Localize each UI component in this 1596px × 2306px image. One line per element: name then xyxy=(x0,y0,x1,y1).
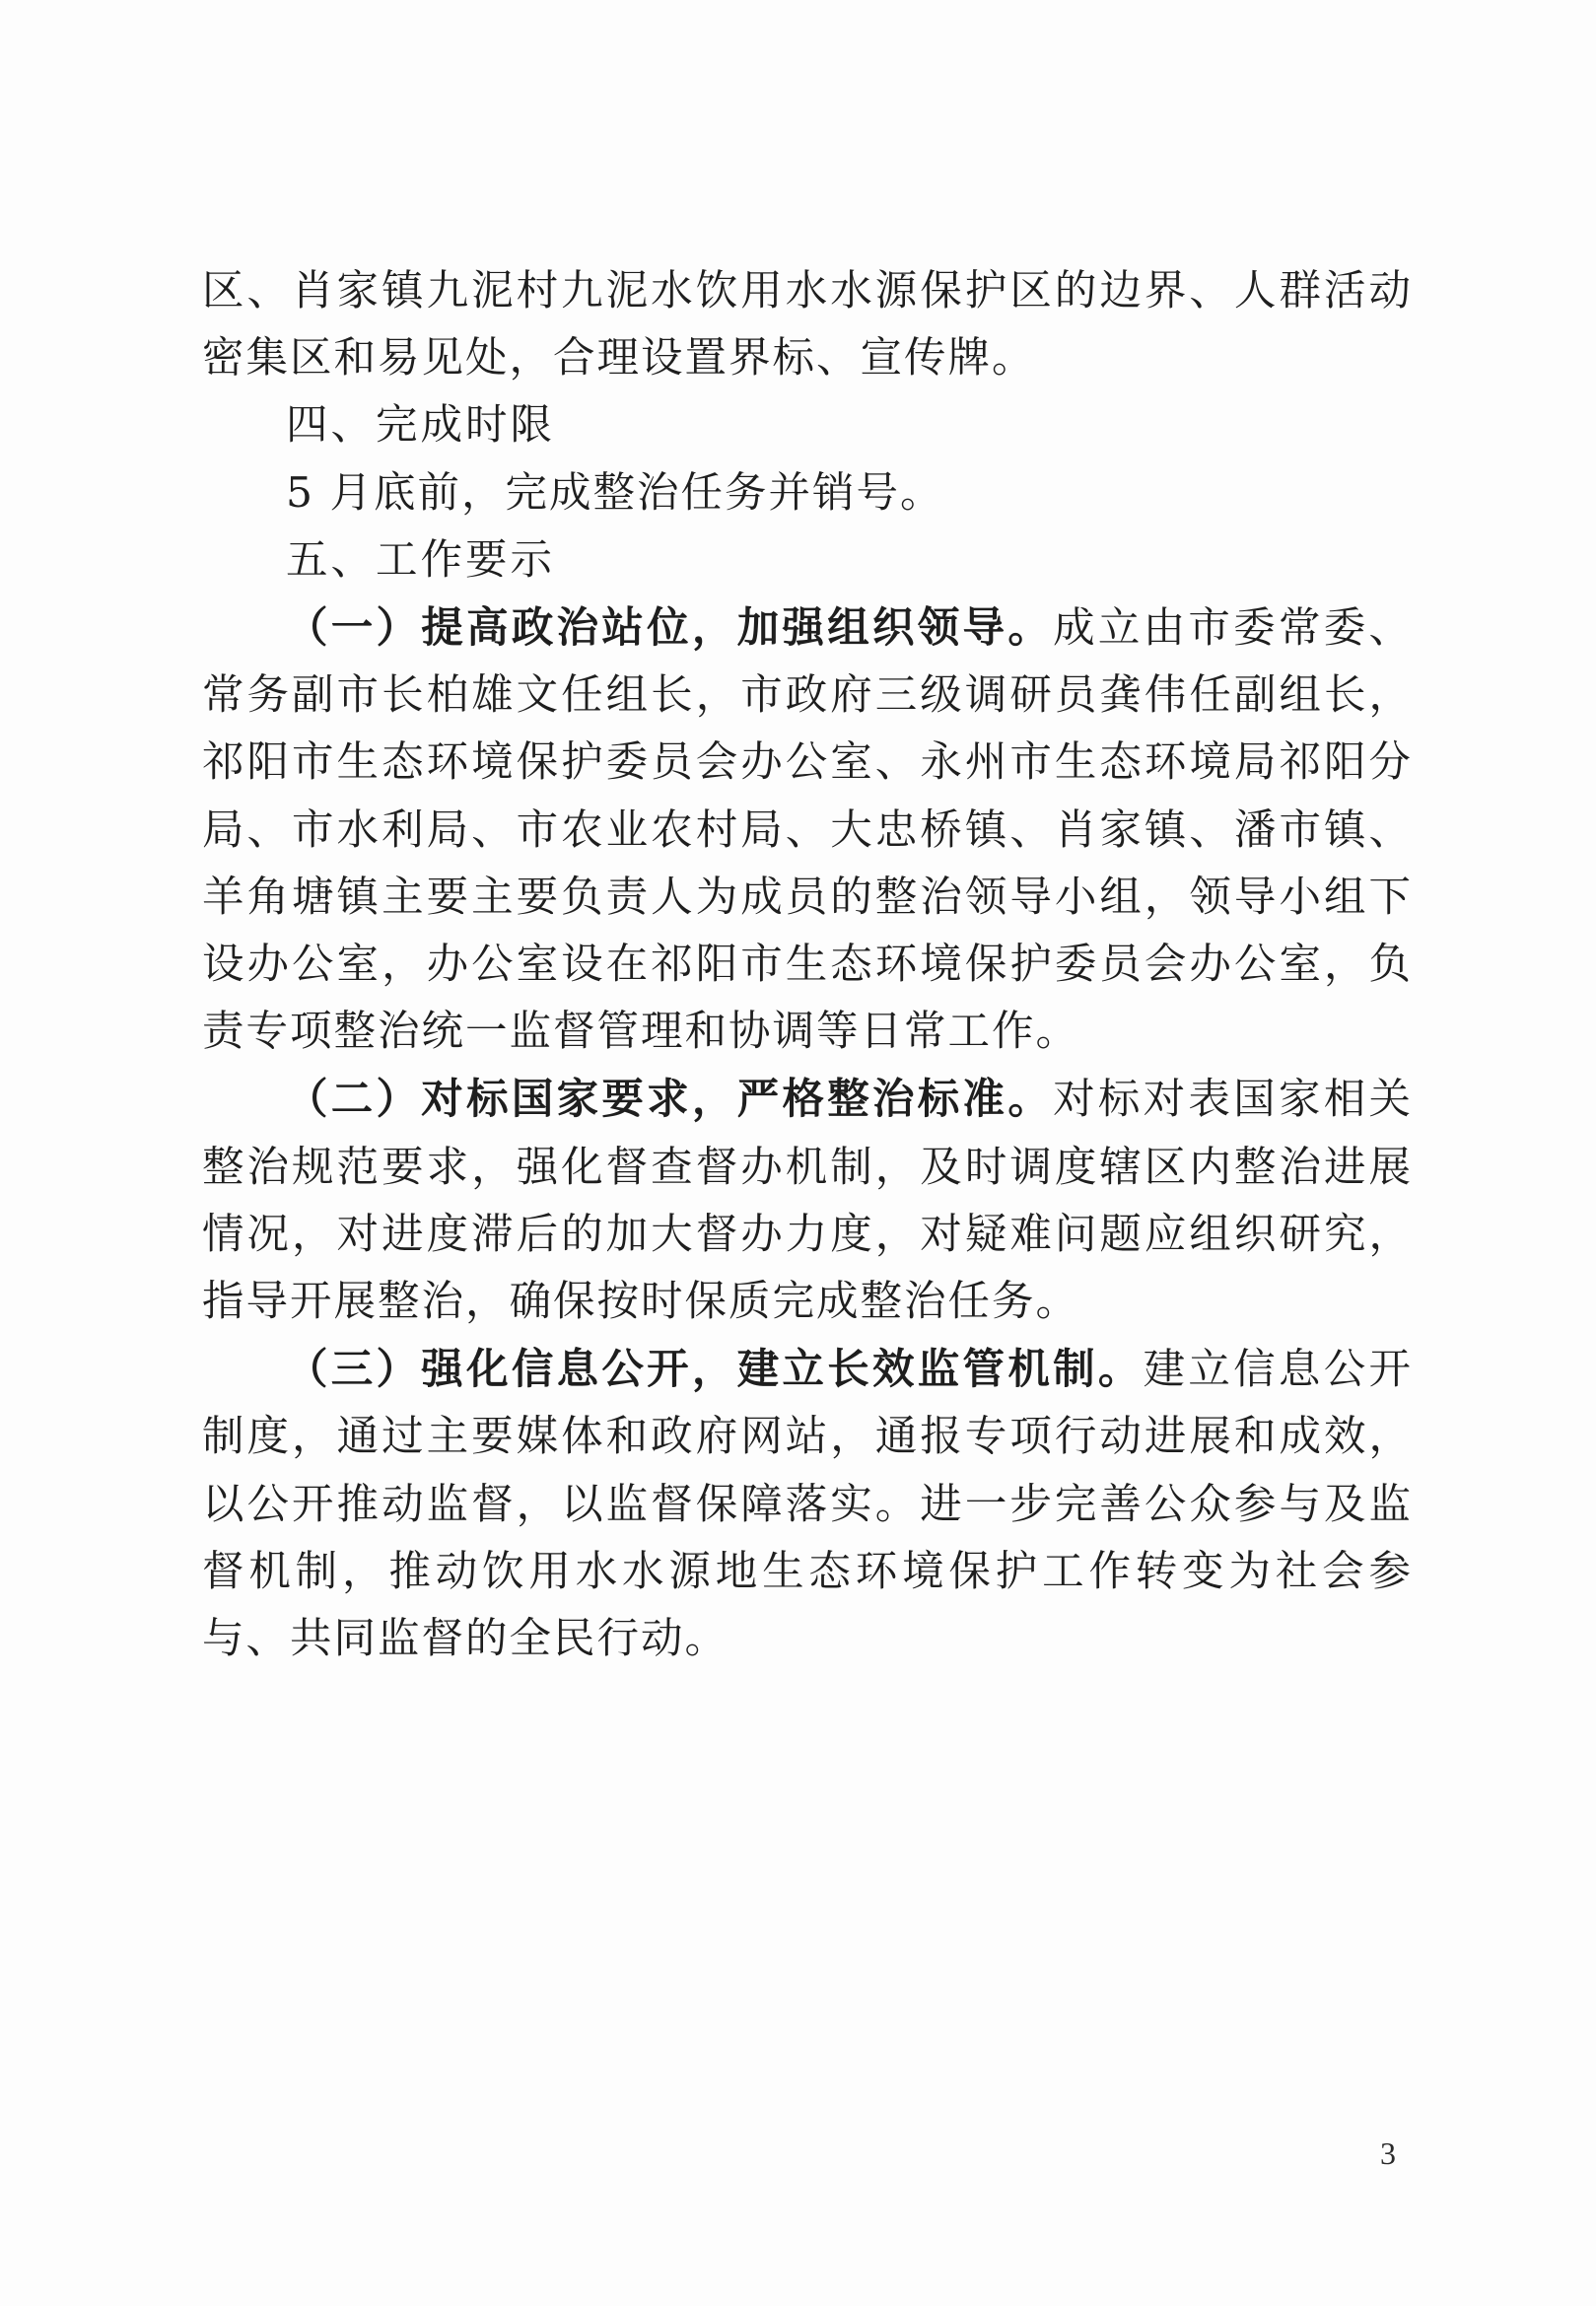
item-1-lead: （一）提高政治站位，加强组织领导。 xyxy=(286,603,1054,654)
item-3-text: 建立信息公开制度，通过主要媒体和政府网站，通报专项行动进展和成效，以公开推动监督，以监督保障落实。进一步完善公众参与及监督机制，推动饮用水水源地生态环境保护工作转变为社会参与、共同监督的全民行动。 xyxy=(202,1346,1413,1664)
item-1-paragraph xyxy=(202,594,1413,1066)
item-1-text: 成立由市委常委、常务副市长柏雄文任组长，市政府三级调研员龚伟任副组长，祁阳市生态环境保护委员会办公室、永州市生态环境局祁阳分局、市水利局、市农业农村局、大忠桥镇、肖家镇、潘市镇、羊角塘镇主要主要负责人为成员的整治领导小组，领导小组下设办公室，办公室设在祁阳市生态环境保护委员会办公室，负责专项整治统一监督管理和协调等日常工作。 xyxy=(202,604,1413,1057)
item-3-lead: （三）强化信息公开，建立长效监管机制。 xyxy=(286,1345,1144,1395)
item-2-text: 对标对表国家相关整治规范要求，强化督查督办机制，及时调度辖区内整治进展情况，对进度滞后的加大督办力度，对疑难问题应组织研究，指导开展整治，确保按时保质完成整治任务。 xyxy=(202,1076,1413,1327)
continued-paragraph: 区、肖家镇九泥村九泥水饮用水水源保护区的边界、人群活动密集区和易见处，合理设置界标、宣传牌。 xyxy=(202,267,1413,384)
section-4-heading: 四、完成时限 xyxy=(286,401,556,451)
item-2-lead: （二）对标国家要求，严格整治标准。 xyxy=(286,1075,1054,1125)
section-5-heading: 五、工作要示 xyxy=(286,535,556,585)
document-body xyxy=(202,258,1413,1673)
item-3-paragraph xyxy=(202,1336,1413,1673)
item-2-paragraph xyxy=(202,1066,1413,1336)
section-4-paragraph: 5 月底前，完成整治任务并销号。 xyxy=(286,468,944,518)
page-number: 3 xyxy=(1380,2135,1396,2171)
